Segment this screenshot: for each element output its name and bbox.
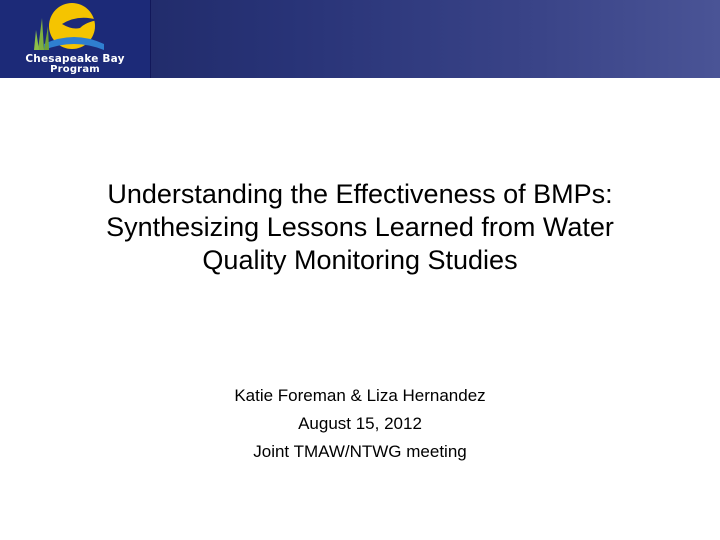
program-logo (0, 0, 151, 78)
slide-subtitle (60, 382, 660, 466)
title-line: Quality Monitoring Studies (202, 245, 518, 275)
meeting-line: Joint TMAW/NTWG meeting (253, 442, 467, 461)
logo-line-2: Program (50, 64, 100, 75)
grass-icon (38, 18, 44, 50)
slide-title (40, 178, 680, 277)
title-line: Understanding the Effectiveness of BMPs: (107, 179, 613, 209)
logo-line-1: Chesapeake Bay (25, 53, 125, 65)
authors-line: Katie Foreman & Liza Hernandez (234, 386, 486, 405)
date-line: August 15, 2012 (298, 414, 422, 433)
title-line: Synthesizing Lessons Learned from Water (106, 212, 614, 242)
